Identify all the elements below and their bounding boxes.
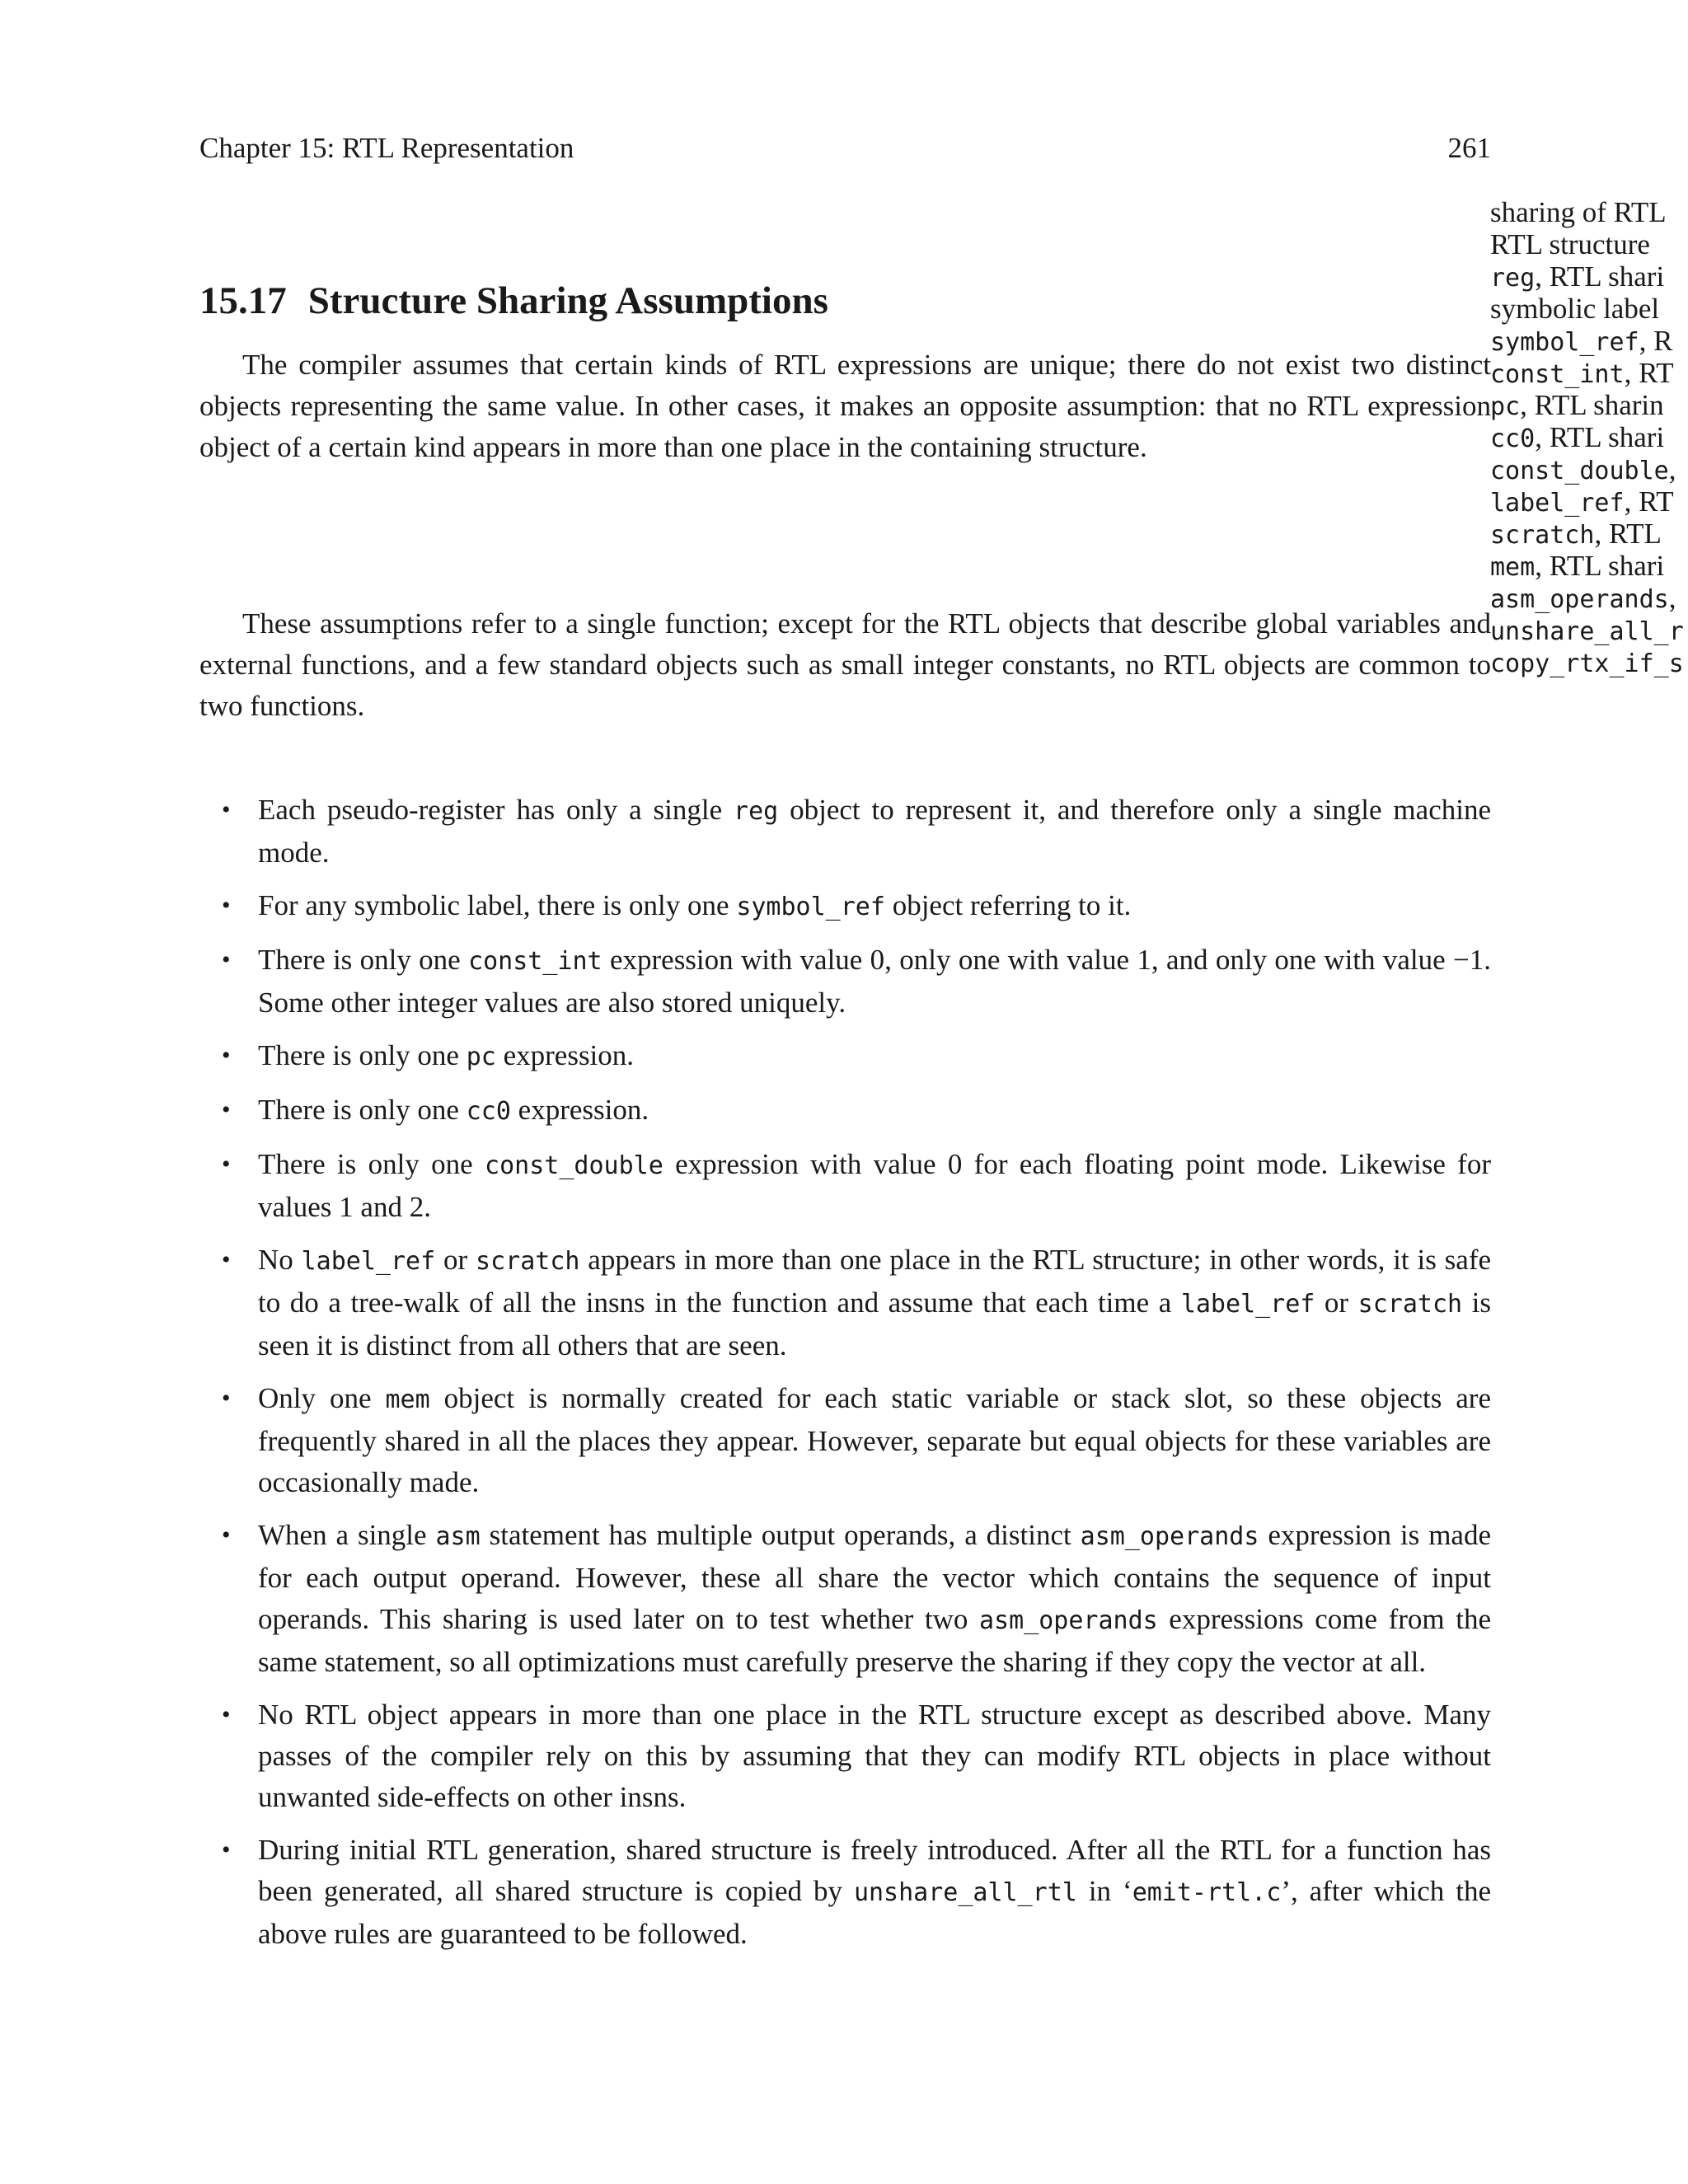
index-entry: copy_rtx_if_s xyxy=(1490,649,1684,678)
section-title: Structure Sharing Assumptions xyxy=(307,279,828,322)
bullet-icon: • xyxy=(222,1836,231,1863)
list-item: • No RTL object appears in more than one place in the RTL structure except as described above. Many passes of the compiler rely on this by assuming that they can modify RTL objects in place without unwanted side-effects on other insns. xyxy=(199,1694,1491,1818)
index-margin-entries xyxy=(1490,196,1688,678)
index-entry: reg, RTL shari xyxy=(1490,260,1665,293)
index-entry: symbolic label xyxy=(1490,293,1660,325)
bullet-icon: • xyxy=(222,1246,231,1273)
bullet-icon: • xyxy=(222,1521,231,1549)
chapter-title: Chapter 15: RTL Representation xyxy=(199,132,574,164)
list-item: • During initial RTL generation, shared structure is freely introduced. After all the RTL for a function has been generated, all shared structure is copied by unshare_all_rtl in ‘emit-rtl.c’, after which the above rules are guaranteed to be followed. xyxy=(199,1830,1491,1955)
section-heading xyxy=(199,279,828,323)
bullet-icon: • xyxy=(222,1701,231,1728)
running-header xyxy=(199,132,1491,165)
index-entry: unshare_all_r xyxy=(1490,617,1684,646)
bullet-icon: • xyxy=(222,946,231,973)
list-item: • There is only one pc expression. xyxy=(199,1035,1491,1078)
scope-paragraph: These assumptions refer to a single function; except for the RTL objects that describe global variables and external functions, and a few standard objects such as small integer constants, no RTL objects are common to two functions. xyxy=(199,607,1491,722)
index-entry: asm_operands, xyxy=(1490,582,1676,614)
list-item: • No label_ref or scratch appears in more than one place in the RTL structure; in other words, it is safe to do a tree-walk of all the insns in the function and assume that each time a label_ref or scratch is seen it is distinct from all others that are seen. xyxy=(199,1240,1491,1366)
bullet-icon: • xyxy=(222,892,231,919)
bullet-icon: • xyxy=(222,1385,231,1412)
bullet-icon: • xyxy=(222,1151,231,1178)
intro-paragraph: The compiler assumes that certain kinds of RTL expressions are unique; there do not exist two distinct objects representing the same value. In other cases, it makes an opposite assumption: that no RTL expression object of a certain kind appears in more than one place in the containing structure. xyxy=(199,349,1491,463)
list-item: • There is only one cc0 expression. xyxy=(199,1090,1491,1132)
list-item: • When a single asm statement has multiple output operands, a distinct asm_operands expression is made for each output operand. However, these all share the vector which contains the sequence of input operands. This sharing is used later on to test whether two asm_operands expressions come from the same statement, so all optimizations must carefully preserve the sharing if they copy the vector at all. xyxy=(199,1515,1491,1683)
index-entry: const_double, xyxy=(1490,453,1676,485)
bullet-icon: • xyxy=(222,1042,231,1069)
index-entry: const_int, RT xyxy=(1490,357,1674,389)
index-entry: symbol_ref, R xyxy=(1490,325,1673,357)
index-entry: RTL structure xyxy=(1490,228,1650,260)
index-entry: label_ref, RT xyxy=(1490,485,1674,518)
index-entry: sharing of RTL xyxy=(1490,196,1667,228)
page-number: 261 xyxy=(1447,132,1491,164)
list-item: • Each pseudo-register has only a single reg object to represent it, and therefore only a single machine mode. xyxy=(199,790,1491,874)
list-item: • There is only one const_int expression with value 0, only one with value 1, and only one with value −1. Some other integer values are also stored uniquely. xyxy=(199,940,1491,1024)
index-entry: pc, RTL sharin xyxy=(1490,389,1664,421)
list-item: • There is only one const_double expression with value 0 for each floating point mode. Likewise for values 1 and 2. xyxy=(199,1144,1491,1228)
index-entry: mem, RTL shari xyxy=(1490,550,1665,582)
list-item: • For any symbolic label, there is only one symbol_ref object referring to it. xyxy=(199,885,1491,928)
assumption-list xyxy=(199,790,1491,1966)
section-number: 15.17 xyxy=(199,279,287,322)
list-item: • Only one mem object is normally created for each static variable or stack slot, so these objects are frequently shared in all the places they appear. However, separate but equal objects for these variables are occasionally made. xyxy=(199,1378,1491,1503)
index-entry: cc0, RTL shari xyxy=(1490,421,1665,453)
bullet-icon: • xyxy=(222,796,231,823)
index-entry: scratch, RTL xyxy=(1490,518,1662,550)
bullet-icon: • xyxy=(222,1096,231,1123)
